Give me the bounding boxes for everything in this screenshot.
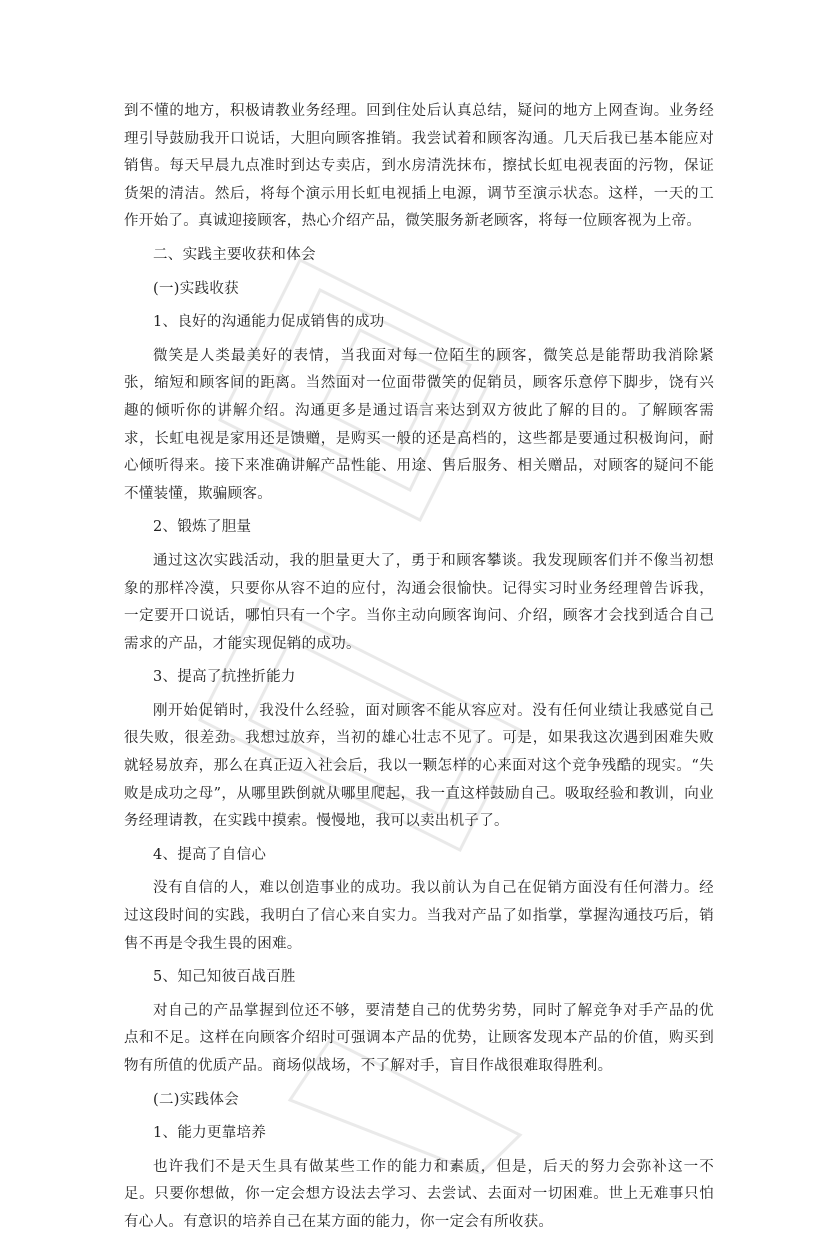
paragraph: 也许我们不是天生具有做某些工作的能力和素质，但是，后天的努力会弥补这一不足。只要你想做，你一定会想方设法去学习、去尝试、去面对一切困难。世上无难事只怕有心人。有意识的培养自己在某方面的能力，你一定会有所收获。 (124, 1158, 714, 1230)
document-body (124, 98, 714, 1239)
item-heading: 3、提高了抗挫折能力 (153, 669, 296, 686)
item-heading: 4、提高了自信心 (153, 846, 267, 863)
paragraph: 刚开始促销时，我没什么经验，面对顾客不能从容应对。没有任何业绩让我感觉自己很失败，很差劲。我想过放弃，当初的雄心壮志不见了。可是，如果我这次遇到困难失败就轻易放弃，那么在真正迈入社会后，我以一颗怎样的心来面对这个竞争残酷的现实。“失败是成功之母”，从哪里跌倒就从哪里爬起，我一直这样鼓励自己。吸取经验和教训，向业务经理请教，在实践中摸索。慢慢地，我可以卖出机子了。 (124, 702, 714, 830)
paragraph: 通过这次实践活动，我的胆量更大了，勇于和顾客攀谈。我发现顾客们并不像当初想象的那样冷漠，只要你从容不迫的应付，沟通会很愉快。记得实习时业务经理曾告诉我，一定要开口说话，哪怕只有一个字。当你主动向顾客询问、介绍，顾客才会找到适合自己需求的产品，才能实现促销的成功。 (124, 552, 714, 652)
subsection-heading: (二)实践体会 (153, 1091, 239, 1108)
subsection-heading: (一)实践收获 (153, 280, 239, 297)
section-heading: 二、实践主要收获和体会 (153, 246, 316, 263)
paragraph-intro: 到不懂的地方，积极请教业务经理。回到住处后认真总结，疑问的地方上网查询。业务经理引导鼓励我开口说话，大胆向顾客推销。我尝试着和顾客沟通。几天后我已基本能应对销售。每天早晨九点准时到达专卖店，到水房清洗抹布，擦拭长虹电视表面的污物，保证货架的清洁。然后，将每个演示用长虹电视插上电源，调节至演示状态。这样，一天的工作开始了。真诚迎接顾客，热心介绍产品，微笑服务新老顾客，将每一位顾客视为上帝。 (124, 103, 714, 230)
item-heading: 1、良好的沟通能力促成销售的成功 (153, 314, 385, 331)
item-heading: 2、锻炼了胆量 (153, 519, 252, 536)
paragraph: 微笑是人类最美好的表情，当我面对每一位陌生的顾客，微笑总是能帮助我消除紧张，缩短和顾客间的距离。当然面对一位面带微笑的促销员，顾客乐意停下脚步，饶有兴趣的倾听你的讲解介绍。沟通更多是通过语言来达到双方彼此了解的目的。了解顾客需求，长虹电视是家用还是馈赠，是购买一般的还是高档的，这些都是要通过积极询问，耐心倾听得来。接下来准确讲解产品性能、用途、售后服务、相关赠品，对顾客的疑问不能不懂装懂，欺骗顾客。 (124, 347, 714, 502)
item-heading: 5、知己知彼百战百胜 (153, 969, 296, 986)
paragraph: 对自己的产品掌握到位还不够，要清楚自己的优势劣势，同时了解竞争对手产品的优点和不足。这样在向顾客介绍时可强调本产品的优势，让顾客发现本产品的价值，购买到物有所值的优质产品。商场似战场，不了解对手，盲目作战很难取得胜利。 (124, 1002, 714, 1074)
paragraph: 没有自信的人，难以创造事业的成功。我以前认为自己在促销方面没有任何潜力。经过这段时间的实践，我明白了信心来自实力。当我对产品了如指掌，掌握沟通技巧后，销售不再是令我生畏的困难。 (124, 880, 714, 952)
item-heading: 1、能力更靠培养 (153, 1125, 267, 1142)
